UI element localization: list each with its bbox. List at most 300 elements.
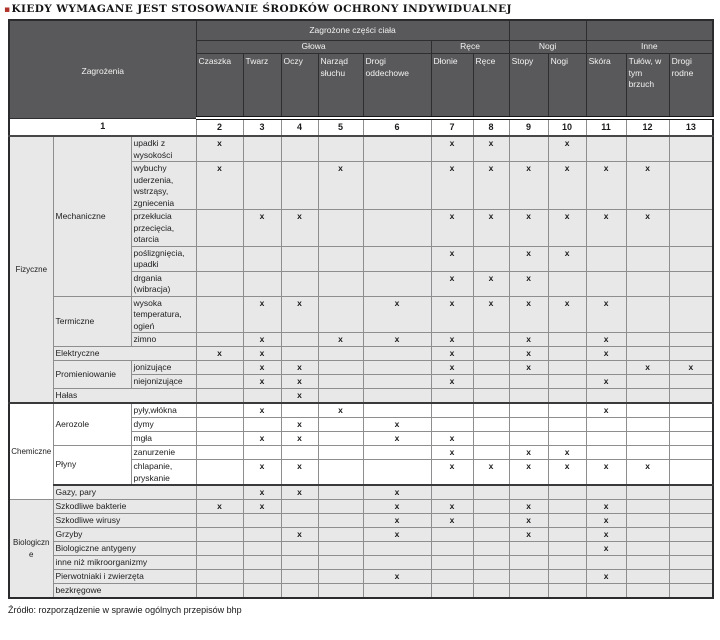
table-row [9, 485, 713, 500]
mark-cell [196, 485, 243, 500]
category-cell: Biologiczne [9, 500, 53, 599]
mark-cell [626, 347, 669, 361]
mark-cell [473, 570, 509, 584]
mark-cell [318, 296, 363, 333]
table-row [9, 136, 713, 162]
mark-cell [473, 333, 509, 347]
mark-cell: x [243, 500, 281, 514]
mark-cell: x [509, 500, 548, 514]
mark-cell [626, 500, 669, 514]
mark-cell: x [431, 347, 473, 361]
mark-cell [548, 485, 586, 500]
number-cell: 13 [669, 118, 713, 136]
mark-cell [243, 556, 281, 570]
mark-cell: x [363, 296, 431, 333]
mark-cell [509, 584, 548, 599]
mark-cell [196, 403, 243, 418]
row-label-cell: bezkręgowe [53, 584, 196, 599]
mark-cell [509, 136, 548, 162]
mark-cell [281, 446, 318, 460]
mark-cell [363, 375, 431, 389]
mark-cell [548, 333, 586, 347]
mark-cell [243, 514, 281, 528]
mark-cell [363, 210, 431, 247]
mark-cell [586, 432, 626, 446]
mark-cell [473, 432, 509, 446]
mark-cell [196, 460, 243, 486]
mark-cell [363, 271, 431, 296]
column-header: Narząd słuchu [318, 54, 363, 119]
mark-cell: x [626, 210, 669, 247]
mark-cell: x [509, 210, 548, 247]
mark-cell: x [509, 347, 548, 361]
mark-cell [318, 514, 363, 528]
mark-cell: x [548, 460, 586, 486]
mark-cell: x [281, 375, 318, 389]
mark-cell: x [431, 210, 473, 247]
mark-cell [669, 375, 713, 389]
mark-cell [318, 210, 363, 247]
body-parts-header [586, 20, 713, 41]
row-label-cell: niejonizujące [131, 375, 196, 389]
mark-cell: x [509, 246, 548, 271]
mark-cell: x [318, 162, 363, 210]
mark-cell [363, 556, 431, 570]
mark-cell: x [281, 361, 318, 375]
mark-cell [473, 418, 509, 432]
mark-cell [509, 542, 548, 556]
mark-cell: x [243, 460, 281, 486]
table-row [9, 296, 713, 333]
mark-cell: x [509, 361, 548, 375]
mark-cell [243, 246, 281, 271]
mark-cell [431, 485, 473, 500]
mark-cell [363, 446, 431, 460]
mark-cell [196, 584, 243, 599]
mark-cell [196, 570, 243, 584]
mark-cell: x [548, 136, 586, 162]
mark-cell [281, 246, 318, 271]
mark-cell: x [243, 485, 281, 500]
mark-cell [473, 542, 509, 556]
column-header: Oczy [281, 54, 318, 119]
mark-cell [363, 246, 431, 271]
mark-cell: x [196, 500, 243, 514]
column-header: Twarz [243, 54, 281, 119]
mark-cell [196, 514, 243, 528]
mark-cell [548, 584, 586, 599]
group-header: Nogi [509, 41, 586, 54]
subcategory-cell: Termiczne [53, 296, 131, 347]
number-cell: 7 [431, 118, 473, 136]
mark-cell [669, 460, 713, 486]
mark-cell [363, 584, 431, 599]
mark-cell: x [586, 210, 626, 247]
table-row [9, 389, 713, 404]
mark-cell: x [363, 500, 431, 514]
mark-cell [586, 389, 626, 404]
mark-cell: x [473, 210, 509, 247]
page-title-text: KIEDY WYMAGANE JEST STOSOWANIE ŚRODKÓW OCHRONY INDYWIDUALNEJ [11, 3, 512, 15]
mark-cell: x [626, 460, 669, 486]
mark-cell: x [431, 162, 473, 210]
column-header: Skóra [586, 54, 626, 119]
mark-cell [626, 556, 669, 570]
mark-cell: x [586, 542, 626, 556]
mark-cell: x [281, 485, 318, 500]
mark-cell [669, 570, 713, 584]
mark-cell [473, 556, 509, 570]
mark-cell [473, 375, 509, 389]
mark-cell [669, 333, 713, 347]
mark-cell: x [548, 210, 586, 247]
mark-cell [626, 271, 669, 296]
mark-cell [196, 418, 243, 432]
mark-cell [669, 514, 713, 528]
table-row [9, 347, 713, 361]
mark-cell [363, 389, 431, 404]
mark-cell: x [243, 403, 281, 418]
mark-cell: x [509, 514, 548, 528]
mark-cell [243, 446, 281, 460]
column-header: Drogi rodne [669, 54, 713, 119]
mark-cell [548, 271, 586, 296]
mark-cell [243, 584, 281, 599]
mark-cell: x [431, 514, 473, 528]
mark-cell [548, 556, 586, 570]
mark-cell: x [431, 246, 473, 271]
mark-cell: x [473, 296, 509, 333]
mark-cell [626, 584, 669, 599]
mark-cell: x [473, 162, 509, 210]
row-label-cell: Szkodliwe bakterie [53, 500, 196, 514]
numbers-row [9, 118, 713, 136]
mark-cell: x [196, 347, 243, 361]
mark-cell [669, 542, 713, 556]
mark-cell [548, 375, 586, 389]
mark-cell [669, 403, 713, 418]
mark-cell [509, 389, 548, 404]
mark-cell [318, 361, 363, 375]
row-label-cell: jonizujące [131, 361, 196, 375]
mark-cell: x [243, 210, 281, 247]
number-cell: 3 [243, 118, 281, 136]
mark-cell [243, 570, 281, 584]
mark-cell [626, 570, 669, 584]
mark-cell: x [281, 418, 318, 432]
mark-cell [196, 333, 243, 347]
mark-cell [586, 556, 626, 570]
mark-cell [669, 389, 713, 404]
mark-cell [586, 361, 626, 375]
mark-cell: x [509, 271, 548, 296]
mark-cell [243, 542, 281, 556]
mark-cell [318, 271, 363, 296]
mark-cell [281, 136, 318, 162]
mark-cell [626, 296, 669, 333]
mark-cell: x [281, 460, 318, 486]
mark-cell [196, 361, 243, 375]
ppe-requirements-table [8, 19, 714, 599]
mark-cell [196, 432, 243, 446]
mark-cell [548, 514, 586, 528]
header-row-top [9, 20, 713, 41]
mark-cell [196, 246, 243, 271]
mark-cell [586, 246, 626, 271]
number-cell: 12 [626, 118, 669, 136]
number-cell: 1 [9, 118, 196, 136]
mark-cell [626, 333, 669, 347]
mark-cell [318, 528, 363, 542]
mark-cell [669, 584, 713, 599]
mark-cell [431, 403, 473, 418]
mark-cell: x [548, 446, 586, 460]
mark-cell [548, 432, 586, 446]
mark-cell: x [473, 271, 509, 296]
mark-cell [669, 246, 713, 271]
mark-cell [473, 403, 509, 418]
mark-cell [196, 271, 243, 296]
mark-cell [626, 136, 669, 162]
row-label-cell: zanurzenie [131, 446, 196, 460]
row-label-cell: Biologiczne antygeny [53, 542, 196, 556]
mark-cell: x [586, 514, 626, 528]
mark-cell [548, 361, 586, 375]
mark-cell: x [473, 136, 509, 162]
mark-cell: x [431, 361, 473, 375]
mark-cell [509, 556, 548, 570]
mark-cell [626, 246, 669, 271]
number-cell: 6 [363, 118, 431, 136]
mark-cell [548, 570, 586, 584]
number-cell: 8 [473, 118, 509, 136]
mark-cell [281, 162, 318, 210]
table-row [9, 528, 713, 542]
column-header: Dłonie [431, 54, 473, 119]
mark-cell [318, 570, 363, 584]
mark-cell [196, 542, 243, 556]
mark-cell: x [473, 460, 509, 486]
mark-cell [318, 446, 363, 460]
mark-cell: x [586, 162, 626, 210]
mark-cell [318, 389, 363, 404]
mark-cell: x [281, 528, 318, 542]
mark-cell: x [586, 460, 626, 486]
mark-cell: x [243, 361, 281, 375]
table-row [9, 556, 713, 570]
mark-cell: x [431, 446, 473, 460]
mark-cell [586, 418, 626, 432]
mark-cell: x [431, 460, 473, 486]
mark-cell [473, 500, 509, 514]
mark-cell: x [281, 296, 318, 333]
column-header: Drogi oddechowe [363, 54, 431, 119]
group-header: Ręce [431, 41, 509, 54]
mark-cell [363, 542, 431, 556]
mark-cell [669, 446, 713, 460]
mark-cell [243, 162, 281, 210]
mark-cell [548, 500, 586, 514]
mark-cell: x [363, 485, 431, 500]
number-cell: 5 [318, 118, 363, 136]
mark-cell [509, 375, 548, 389]
mark-cell [548, 347, 586, 361]
mark-cell [473, 347, 509, 361]
mark-cell [669, 162, 713, 210]
column-header: Stopy [509, 54, 548, 119]
mark-cell [669, 485, 713, 500]
mark-cell [243, 389, 281, 404]
mark-cell [363, 162, 431, 210]
mark-cell [509, 403, 548, 418]
mark-cell [626, 403, 669, 418]
mark-cell: x [586, 375, 626, 389]
source-note: Źródło: rozporządzenie w sprawie ogólnych przepisów bhp [8, 605, 242, 615]
mark-cell: x [431, 333, 473, 347]
mark-cell: x [363, 528, 431, 542]
mark-cell [431, 584, 473, 599]
row-label-cell: zimno [131, 333, 196, 347]
mark-cell: x [548, 296, 586, 333]
mark-cell [318, 485, 363, 500]
mark-cell [626, 528, 669, 542]
mark-cell [281, 271, 318, 296]
title-bullet-icon: ▪ [4, 5, 11, 15]
table-row [9, 361, 713, 375]
mark-cell [509, 432, 548, 446]
mark-cell: x [509, 162, 548, 210]
mark-cell [363, 460, 431, 486]
mark-cell [318, 246, 363, 271]
mark-cell [318, 556, 363, 570]
number-cell: 4 [281, 118, 318, 136]
mark-cell [281, 514, 318, 528]
mark-cell [669, 136, 713, 162]
mark-cell [196, 528, 243, 542]
mark-cell [318, 136, 363, 162]
group-header: Głowa [196, 41, 431, 54]
table-row [9, 403, 713, 418]
row-label-cell: mgła [131, 432, 196, 446]
mark-cell: x [243, 347, 281, 361]
mark-cell [318, 542, 363, 556]
row-label-cell: wysoka temperatura, ogień [131, 296, 196, 333]
mark-cell: x [196, 136, 243, 162]
row-label-cell: inne niż mikroorganizmy [53, 556, 196, 570]
mark-cell [509, 418, 548, 432]
mark-cell [363, 361, 431, 375]
subcategory-cell: Promieniowanie [53, 361, 131, 389]
subcategory-cell: Płyny [53, 446, 131, 486]
mark-cell: x [243, 296, 281, 333]
mark-cell [281, 403, 318, 418]
mark-cell [473, 246, 509, 271]
mark-cell [473, 514, 509, 528]
subcategory-cell: Aerozole [53, 403, 131, 446]
threats-header: Zagrożenia [9, 20, 196, 118]
mark-cell [243, 418, 281, 432]
mark-cell [669, 418, 713, 432]
mark-cell [548, 403, 586, 418]
mark-cell: x [431, 271, 473, 296]
mark-cell: x [626, 162, 669, 210]
row-label-cell: Elektryczne [53, 347, 196, 361]
mark-cell [509, 570, 548, 584]
category-cell: Chemiczne [9, 403, 53, 500]
mark-cell [626, 375, 669, 389]
mark-cell [281, 570, 318, 584]
number-cell: 11 [586, 118, 626, 136]
mark-cell [669, 271, 713, 296]
mark-cell: x [363, 418, 431, 432]
mark-cell [473, 389, 509, 404]
column-header: Czaszka [196, 54, 243, 119]
mark-cell [626, 389, 669, 404]
mark-cell: x [431, 136, 473, 162]
mark-cell: x [243, 432, 281, 446]
mark-cell [548, 528, 586, 542]
mark-cell [586, 446, 626, 460]
mark-cell [626, 446, 669, 460]
row-label-cell: Pierwotniaki i zwierzęta [53, 570, 196, 584]
mark-cell [318, 584, 363, 599]
mark-cell: x [431, 375, 473, 389]
mark-cell [281, 347, 318, 361]
mark-cell [548, 418, 586, 432]
mark-cell [363, 403, 431, 418]
mark-cell: x [509, 333, 548, 347]
mark-cell [281, 556, 318, 570]
number-cell: 10 [548, 118, 586, 136]
mark-cell [196, 375, 243, 389]
mark-cell [473, 446, 509, 460]
mark-cell [281, 584, 318, 599]
mark-cell: x [363, 514, 431, 528]
mark-cell [431, 528, 473, 542]
mark-cell: x [669, 361, 713, 375]
mark-cell [626, 542, 669, 556]
mark-cell [509, 485, 548, 500]
mark-cell: x [509, 460, 548, 486]
subcategory-cell: Mechaniczne [53, 136, 131, 296]
row-label-cell: poślizgnięcia, upadki [131, 246, 196, 271]
mark-cell [196, 210, 243, 247]
table-row [9, 584, 713, 599]
mark-cell [669, 432, 713, 446]
mark-cell [473, 584, 509, 599]
mark-cell [196, 296, 243, 333]
row-label-cell: drgania (wibracja) [131, 271, 196, 296]
mark-cell: x [363, 570, 431, 584]
mark-cell [431, 556, 473, 570]
mark-cell [318, 418, 363, 432]
mark-cell [669, 556, 713, 570]
mark-cell [473, 528, 509, 542]
mark-cell [363, 136, 431, 162]
table-row [9, 542, 713, 556]
mark-cell [626, 485, 669, 500]
mark-cell [196, 556, 243, 570]
number-cell: 2 [196, 118, 243, 136]
table-header [9, 20, 713, 118]
mark-cell [196, 446, 243, 460]
mark-cell [586, 271, 626, 296]
mark-cell: x [548, 162, 586, 210]
mark-cell [431, 570, 473, 584]
mark-cell: x [363, 432, 431, 446]
mark-cell: x [509, 446, 548, 460]
row-label-cell: Gazy, pary [53, 485, 196, 500]
